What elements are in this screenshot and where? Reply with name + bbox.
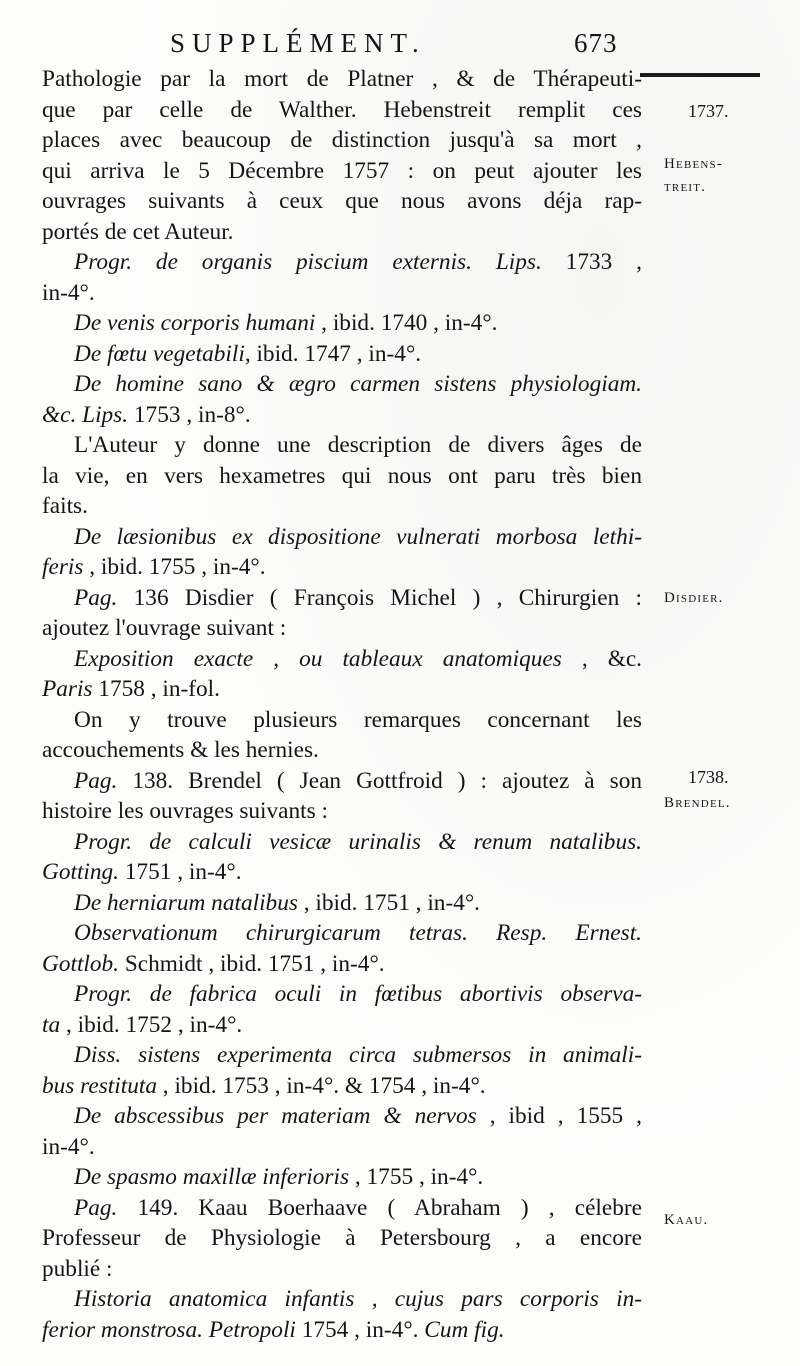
roman-text: , 1755 , in-4°.	[349, 1164, 484, 1190]
roman-text: in-4°.	[42, 1133, 95, 1160]
roman-text: , ibid. 1751 , in-4°.	[297, 889, 481, 916]
roman-text: 1751 , in-4°.	[119, 859, 242, 885]
roman-text: in-4°.	[42, 279, 95, 306]
italic-text: Observationum chirurgicarum tetras. Resp. Ernest.	[74, 920, 642, 946]
text-line	[42, 705, 642, 736]
roman-text: , ibid. 1755 , in-4°.	[83, 554, 266, 580]
margin-year: 1738.	[688, 766, 729, 787]
text-line	[42, 278, 642, 309]
margin-name: Hebens-	[664, 156, 724, 173]
margin-year: 1737.	[688, 100, 729, 121]
text-line	[42, 217, 642, 248]
roman-text: L'Auteur y donne une description de divers âges de	[74, 432, 642, 458]
italic-text: De fœtu vegetabili	[74, 340, 245, 367]
italic-text: Gotting.	[42, 859, 120, 885]
italic-text: Pag.	[74, 1194, 118, 1221]
roman-text: , ibid. 1747 , in-4°.	[244, 340, 422, 367]
text-line	[42, 583, 642, 614]
text-line	[42, 1315, 642, 1346]
italic-text: Paris	[42, 676, 93, 702]
text-line	[42, 827, 642, 858]
italic-text: Cum fig.	[424, 1316, 505, 1343]
text-line	[42, 644, 642, 675]
roman-text: la vie, en vers hexametres qui nous ont paru très bien	[42, 462, 642, 489]
italic-text: Progr. de fabrica oculi in fœtibus abortivis observa-	[74, 981, 642, 1007]
italic-text: Progr. de organis piscium externis. Lips.	[74, 249, 542, 275]
text-line	[42, 64, 642, 95]
roman-text: places avec beaucoup de distinction jusqu'à sa mort ,	[42, 127, 642, 153]
roman-text: publié :	[42, 1255, 113, 1282]
roman-text: qui arriva le 5 Décembre 1757 : on peut ajouter les	[42, 157, 642, 184]
italic-text: ferior monstrosa. Petropoli	[42, 1316, 296, 1343]
text-line	[42, 1040, 642, 1071]
roman-text: , &c.	[561, 645, 642, 672]
text-line	[42, 430, 642, 461]
text-line	[42, 156, 642, 187]
margin-name: Brendel.	[664, 795, 731, 812]
text-line	[42, 796, 642, 827]
italic-text: Pag.	[74, 584, 118, 611]
text-line	[42, 613, 642, 644]
roman-text: histoire les ouvrages suivants :	[42, 798, 328, 824]
roman-text: 1754 , in-4°.	[295, 1316, 425, 1343]
text-line	[42, 186, 642, 217]
roman-text: Professeur de Physiologie à Petersbourg , a encore	[42, 1225, 642, 1251]
text-line	[42, 918, 642, 949]
italic-text: Exposition exacte , ou tableaux anatomiques	[74, 645, 562, 672]
text-line	[42, 125, 642, 156]
italic-text: De venis corporis humani	[74, 310, 316, 336]
text-line	[42, 1162, 642, 1193]
text-line	[42, 461, 642, 492]
text-line	[42, 308, 642, 339]
roman-text: que par celle de Walther. Hebenstreit remplit ces	[42, 96, 642, 123]
italic-text: Progr. de calculi vesicæ urinalis & renum natalibus.	[74, 828, 642, 855]
margin-name: treit.	[664, 179, 707, 196]
italic-text: Historia anatomica infantis , cujus pars corporis in-	[74, 1286, 642, 1312]
italic-text: bus restituta	[42, 1072, 157, 1099]
margin-name: Kaau.	[664, 1211, 709, 1228]
text-line	[42, 491, 642, 522]
italic-text: Pag.	[74, 767, 118, 794]
roman-text: ajoutez l'ouvrage suivant :	[42, 615, 287, 641]
italic-text: Gottlob.	[42, 950, 120, 977]
text-line	[42, 1101, 642, 1132]
text-line	[42, 522, 642, 553]
roman-text: , ibid. 1740 , in-4°.	[315, 310, 498, 336]
text-line	[42, 674, 642, 705]
text-line	[42, 1223, 642, 1254]
italic-text: feris	[42, 554, 84, 580]
text-line	[42, 1284, 642, 1315]
italic-text: ta	[42, 1011, 61, 1038]
text-line	[42, 247, 642, 278]
text-line	[42, 339, 642, 370]
text-line	[42, 552, 642, 583]
roman-text: 1758 , in-fol.	[92, 676, 220, 702]
roman-text: , ibid. 1752 , in-4°.	[60, 1011, 243, 1038]
roman-text: 138. Brendel ( Jean Gottfroid ) : ajoutez à son	[117, 767, 642, 794]
roman-text: , ibid , 1555 ,	[476, 1103, 642, 1129]
text-line	[42, 735, 642, 766]
running-head: SUPPLÉMENT.	[170, 28, 426, 58]
text-line	[42, 400, 642, 431]
roman-text: accouchements & les hernies.	[42, 737, 319, 763]
italic-text: De spasmo maxillæ inferioris	[74, 1164, 350, 1190]
margin-name: Disdier.	[664, 589, 724, 606]
text-line	[42, 857, 642, 888]
roman-text: On y trouve plusieurs remarques concernant les	[74, 706, 642, 733]
text-line	[42, 888, 642, 919]
text-line	[42, 1010, 642, 1041]
italic-text: Diss. sistens experimenta circa submersos in animali-	[74, 1042, 642, 1068]
text-line	[42, 369, 642, 400]
roman-text: portés de cet Auteur.	[42, 218, 234, 245]
header-rule	[640, 73, 760, 77]
roman-text: ouvrages suivants à ceux que nous avons déja rap-	[42, 188, 642, 214]
page-number: 673	[574, 28, 618, 58]
italic-text: De homine sano & ægro carmen sistens physiologiam.	[74, 371, 642, 397]
italic-text: De abscessibus per materiam & nervos	[74, 1103, 477, 1129]
text-line	[42, 1132, 642, 1163]
roman-text: 149. Kaau Boerhaave ( Abraham ) , célebre	[117, 1194, 642, 1221]
roman-text: 1753 , in-8°.	[128, 401, 251, 428]
italic-text: &c. Lips.	[42, 401, 129, 428]
text-line	[42, 979, 642, 1010]
italic-text: De herniarum natalibus	[74, 889, 298, 916]
roman-text: Schmidt , ibid. 1751 , in-4°.	[119, 950, 385, 977]
italic-text: De læsionibus ex dispositione vulnerati morbosa lethi-	[74, 523, 642, 550]
roman-text: 1733 ,	[541, 249, 642, 275]
roman-text: faits.	[42, 493, 88, 519]
text-line	[42, 1193, 642, 1224]
body-text	[42, 64, 642, 1345]
text-line	[42, 1254, 642, 1285]
roman-text: Pathologie par la mort de Platner , & de Thérapeuti-	[42, 66, 642, 92]
text-line	[42, 95, 642, 126]
text-line	[42, 949, 642, 980]
text-line	[42, 1071, 642, 1102]
roman-text: , ibid. 1753 , in-4°. & 1754 , in-4°.	[156, 1072, 486, 1099]
text-line	[42, 766, 642, 797]
roman-text: 136 Disdier ( François Michel ) , Chirurgien :	[117, 584, 642, 611]
